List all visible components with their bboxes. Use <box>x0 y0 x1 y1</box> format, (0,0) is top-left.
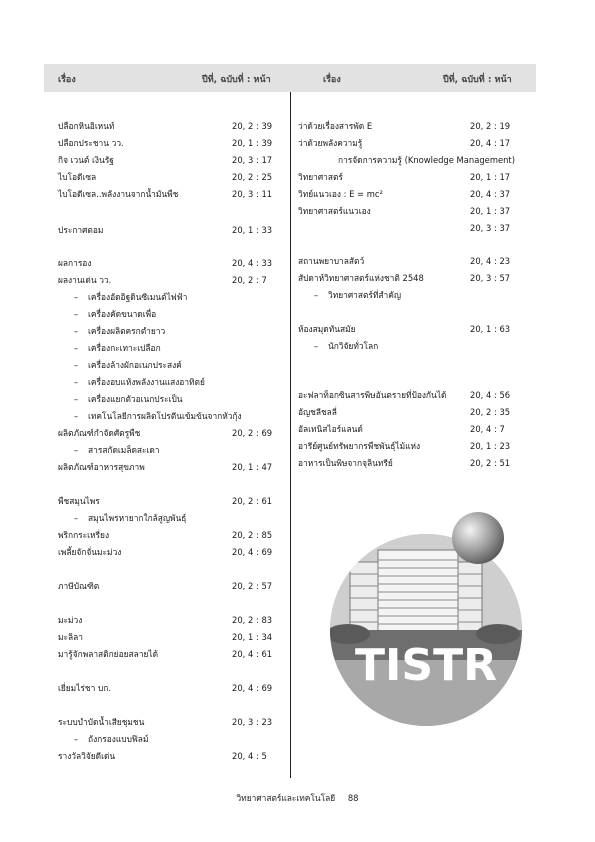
entry-issue-page: 20, 4 : 23 <box>470 256 511 266</box>
entry-issue-page: 20, 2 : 57 <box>232 581 273 591</box>
bullet-dash: – <box>314 290 319 300</box>
entry-title: เพลี้ยจักจั่นมะม่วง <box>58 547 122 557</box>
entry-issue-page: 20, 4 : 37 <box>470 189 511 199</box>
entry-title: ผลิตภัณฑ์กำจัดศัตรูพืช <box>58 428 141 438</box>
bullet-dash: – <box>74 377 79 387</box>
entry-issue-page: 20, 3 : 11 <box>232 189 273 199</box>
entry-title: อะฟลาท็อกซินสารพิษอันตรายที่ป้องกันได้ <box>298 390 447 400</box>
entry-title: วิทยาศาสตร์ที่สำคัญ <box>328 290 401 300</box>
entry-issue-page: 20, 1 : 47 <box>232 462 273 472</box>
entry-title: สัปดาห์วิทยาศาสตร์แห่งชาติ 2548 <box>298 273 424 283</box>
entry-issue-page: 20, 2 : 7 <box>232 275 267 285</box>
entry-title: เครื่องคัดขนาดเพื่อ <box>88 309 157 319</box>
entry-issue-page: 20, 2 : 25 <box>232 172 273 182</box>
entry-issue-page: 20, 3 : 17 <box>232 155 273 165</box>
entry-title: อัญชลีชลลี่ <box>298 407 337 417</box>
bullet-dash: – <box>74 343 79 353</box>
header-left-issue-label: ปีที่, ฉบับที่ : หน้า <box>202 75 271 85</box>
entry-title: การจัดการความรู้ (Knowledge Management) <box>338 155 515 165</box>
entry-title: อัลเทนิสไอร์แลนด์ <box>298 424 363 434</box>
header-right-title-label: เรื่อง <box>323 75 341 85</box>
entry-title: ห้องสมุดทันสมัย <box>298 324 356 334</box>
header-right-issue-label: ปีที่, ฉบับที่ : หน้า <box>443 75 512 85</box>
entry-issue-page: 20, 1 : 23 <box>470 441 511 451</box>
bullet-dash: – <box>74 326 79 336</box>
bullet-dash: – <box>74 394 79 404</box>
entry-title: วิทยาศาสตร์ <box>298 172 343 182</box>
entry-title: ปลือกหินอิเหนท์ <box>58 121 115 131</box>
entry-issue-page: 20, 4 : 33 <box>232 258 273 268</box>
entry-title: ภาษีบัณฑิต <box>58 581 100 591</box>
footer-page-number: 88 <box>347 793 359 803</box>
tistr-logo <box>308 510 540 732</box>
entry-title: สถานพยาบาลสัตว์ <box>298 256 365 266</box>
column-divider <box>290 92 291 778</box>
bullet-dash: – <box>74 411 79 421</box>
bullet-dash: – <box>74 292 79 302</box>
header-right <box>291 64 536 92</box>
entry-issue-page: 20, 2 : 61 <box>232 496 273 506</box>
tistr-logo-graphic <box>308 510 540 732</box>
entry-title: กิจ เวนต์ เงินรัฐ <box>58 155 114 165</box>
entry-title: อาหารเป็นพิษจากจุลินทรีย์ <box>298 458 393 468</box>
entry-title: ว่าด้วยเรื่องสารพัด E <box>298 121 373 131</box>
entry-title: เทคโนโลยีการผลิตโปรตีนเข้มข้นจากหัวกุ้ง <box>88 411 242 421</box>
entry-issue-page: 20, 2 : 85 <box>232 530 273 540</box>
entry-title: เยี่ยมไร่ชา บก. <box>58 683 112 693</box>
entry-title: เครื่องกะเทาะเปลือก <box>88 343 161 353</box>
entry-issue-page: 20, 4 : 7 <box>470 424 505 434</box>
entry-title: เครื่องล้างผักอเนกประสงค์ <box>88 360 182 370</box>
entry-issue-page: 20, 4 : 56 <box>470 390 511 400</box>
entry-title: มะม่วง <box>58 615 83 625</box>
bullet-dash: – <box>74 445 79 455</box>
entry-title: เครื่องอบแห้งพลังงานแสงอาทิตย์ <box>88 377 205 387</box>
entry-issue-page: 20, 2 : 39 <box>232 121 273 131</box>
entry-title: เครื่องอัดอิฐดินซีเมนต์ไฟฟ้า <box>88 292 188 302</box>
entry-title: พริกกระเหรี่ยง <box>58 530 110 540</box>
entry-issue-page: 20, 4 : 69 <box>232 683 273 693</box>
entry-title: รางวัลวิจัยดีเด่น <box>58 751 116 761</box>
footer-journal-title: วิทยาศาสตร์และเทคโนโลยี <box>236 793 336 803</box>
entry-title: ผลิตภัณฑ์อาหารสุขภาพ <box>58 462 145 472</box>
logo-sphere <box>452 512 504 564</box>
entry-title: สมุนไพรหายากใกล้สูญพันธุ์ <box>88 513 187 523</box>
entry-title: พืชสมุนไพร <box>58 496 100 506</box>
header-left-title-label: เรื่อง <box>58 75 76 85</box>
entry-issue-page: 20, 1 : 37 <box>470 206 511 216</box>
entry-issue-page: 20, 1 : 39 <box>232 138 273 148</box>
entry-title: สารสกัดเมล็ดสะเดา <box>88 445 160 455</box>
entry-title: ประกาศตอม <box>58 225 104 235</box>
entry-issue-page: 20, 4 : 69 <box>232 547 273 557</box>
entry-issue-page: 20, 2 : 51 <box>470 458 511 468</box>
header-left <box>44 64 289 92</box>
entry-title: ว่าด้วยพลังความรู้ <box>298 138 363 148</box>
entry-title: อารีย์ศูนย์ทรัพยากรพืชพันธุ์ไม้แห่ง <box>298 441 421 451</box>
entry-title: ระบบบำบัดน้ำเสียชุมชน <box>58 717 145 727</box>
entry-title: เครื่องผลิตครกตำยาว <box>88 326 166 336</box>
entry-title: นักวิจัยทั่วโลก <box>328 341 379 351</box>
entry-issue-page: 20, 1 : 34 <box>232 632 273 642</box>
table-header <box>44 64 536 92</box>
entry-issue-page: 20, 1 : 17 <box>470 172 511 182</box>
entry-issue-page: 20, 2 : 35 <box>470 407 511 417</box>
entry-title: ผลการอง <box>58 258 92 268</box>
entry-issue-page: 20, 4 : 5 <box>232 751 267 761</box>
bullet-dash: – <box>74 734 79 744</box>
entry-title: ผลงานเด่น วว. <box>58 275 112 285</box>
entry-title: ไบโอดีเซล <box>58 172 97 182</box>
entry-issue-page: 20, 2 : 19 <box>470 121 511 131</box>
entry-title: วิทยาศาสตร์แนวเอง <box>298 206 371 216</box>
bullet-dash: – <box>74 513 79 523</box>
entry-issue-page: 20, 1 : 33 <box>232 225 273 235</box>
entry-issue-page: 20, 4 : 61 <box>232 649 273 659</box>
entry-issue-page: 20, 2 : 83 <box>232 615 273 625</box>
bullet-dash: – <box>74 360 79 370</box>
entry-issue-page: 20, 3 : 37 <box>470 223 511 233</box>
entry-title: เครื่องแยกตัวอเนกประเป็น <box>88 394 183 404</box>
bullet-dash: – <box>74 309 79 319</box>
entry-issue-page: 20, 3 : 57 <box>470 273 511 283</box>
page-footer <box>0 791 595 805</box>
entry-title: วิทย์แนวเอง : E = mc² <box>298 189 383 199</box>
entry-title: มะลิลา <box>58 632 83 642</box>
entry-issue-page: 20, 3 : 23 <box>232 717 273 727</box>
entry-issue-page: 20, 1 : 63 <box>470 324 511 334</box>
entry-title: ถังกรองแบบฟิลม์ <box>88 734 149 744</box>
entry-title: ปลือกประชาน วว. <box>58 138 124 148</box>
entry-issue-page: 20, 4 : 17 <box>470 138 511 148</box>
entry-issue-page: 20, 2 : 69 <box>232 428 273 438</box>
entry-title: ไบโอดีเซล..พลังงานจากน้ำมันพืช <box>58 189 179 199</box>
bullet-dash: – <box>314 341 319 351</box>
entry-title: มารู้จักพลาสติกย่อยสลายได้ <box>58 649 159 659</box>
logo-text: TISTR <box>355 640 497 691</box>
